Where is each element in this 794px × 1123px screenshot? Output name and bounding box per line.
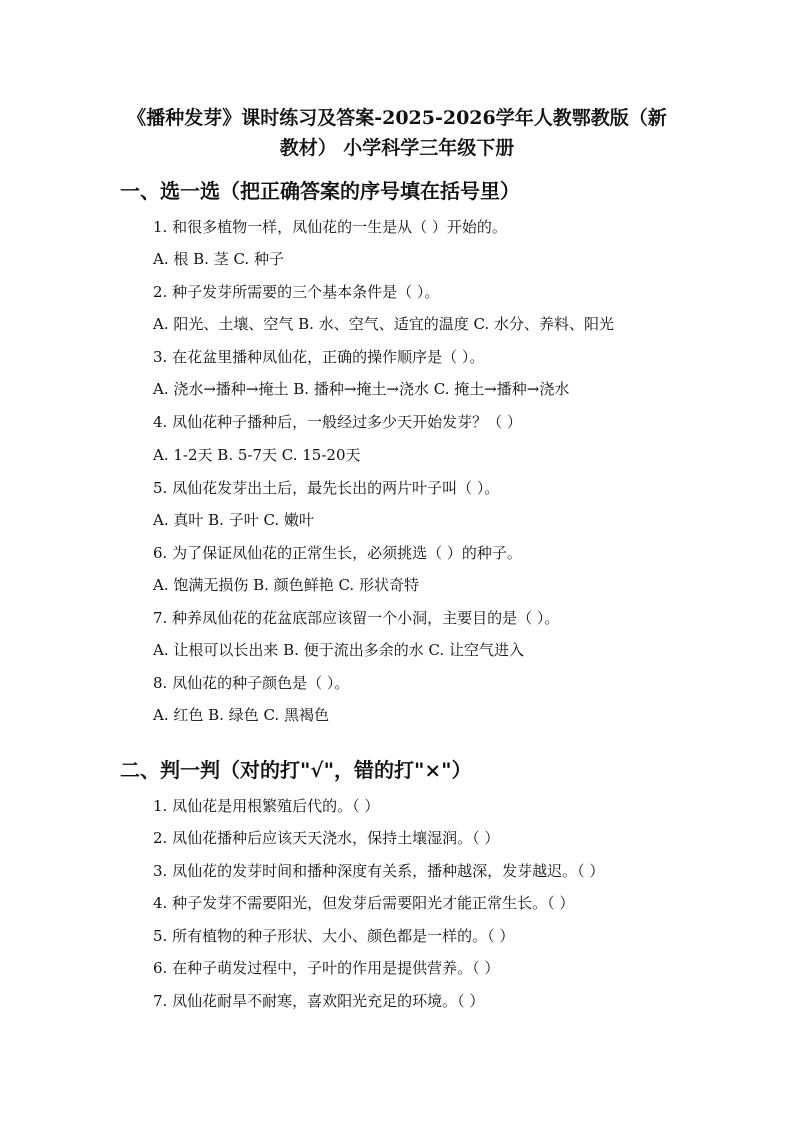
question-4-options: A. 1-2天 B. 5-7天 C. 15-20天 [153, 446, 361, 464]
question-5-options: A. 真叶 B. 子叶 C. 嫩叶 [153, 511, 314, 529]
question-1-options: A. 根 B. 茎 C. 种子 [153, 250, 284, 268]
judgement-item-3: 3. 凤仙花的发芽时间和播种深度有关系，播种越深，发芽越迟。（ ） [153, 862, 605, 880]
question-8: 8. 凤仙花的种子颜色是（ ）。 [153, 674, 350, 692]
question-7-options: A. 让根可以长出来 B. 便于流出多余的水 C. 让空气进入 [153, 641, 524, 659]
document-title-line-2: 教材） 小学科学三年级下册 [279, 137, 515, 159]
question-6: 6. 为了保证凤仙花的正常生长，必须挑选（ ）的种子。 [153, 544, 522, 562]
question-2: 2. 种子发芽所需要的三个基本条件是（ ）。 [153, 283, 440, 301]
question-2-options: A. 阳光、土壤、空气 B. 水、空气、适宜的温度 C. 水分、养料、阳光 [153, 315, 614, 333]
section-heading-multiple-choice: 一、选一选（把正确答案的序号填在括号里） [120, 179, 520, 203]
question-6-options: A. 饱满无损伤 B. 颜色鲜艳 C. 形状奇特 [153, 576, 419, 594]
judgement-item-5: 5. 所有植物的种子形状、大小、颜色都是一样的。（ ） [153, 927, 515, 945]
question-4: 4. 凤仙花种子播种后，一般经过多少天开始发芽？（ ） [153, 413, 522, 431]
judgement-item-4: 4. 种子发芽不需要阳光，但发芽后需要阳光才能正常生长。（ ） [153, 894, 575, 912]
judgement-item-2: 2. 凤仙花播种后应该天天浇水，保持土壤湿润。（ ） [153, 829, 500, 847]
question-1: 1. 和很多植物一样，凤仙花的一生是从（ ）开始的。 [153, 218, 507, 236]
question-7: 7. 种养凤仙花的花盆底部应该留一个小洞，主要目的是（ ）。 [153, 609, 560, 627]
judgement-item-1: 1. 凤仙花是用根繁殖后代的。（ ） [153, 797, 380, 815]
question-5: 5. 凤仙花发芽出土后，最先长出的两片叶子叫（ ）。 [153, 479, 500, 497]
question-3-options: A. 浇水→播种→掩土 B. 播种→掩土→浇水 C. 掩土→播种→浇水 [153, 380, 570, 398]
question-8-options: A. 红色 B. 绿色 C. 黑褐色 [153, 706, 329, 724]
document-title-line-1: 《播种发芽》课时练习及答案-2025-2026学年人教鄂教版（新 [127, 107, 667, 129]
judgement-item-6: 6. 在种子萌发过程中，子叶的作用是提供营养。（ ） [153, 959, 500, 977]
section-heading-true-false: 二、判一判（对的打"√"，错的打"×"） [120, 758, 472, 782]
judgement-item-7: 7. 凤仙花耐旱不耐寒，喜欢阳光充足的环境。（ ） [153, 992, 485, 1010]
question-3: 3. 在花盆里播种凤仙花，正确的操作顺序是（ ）。 [153, 348, 485, 366]
